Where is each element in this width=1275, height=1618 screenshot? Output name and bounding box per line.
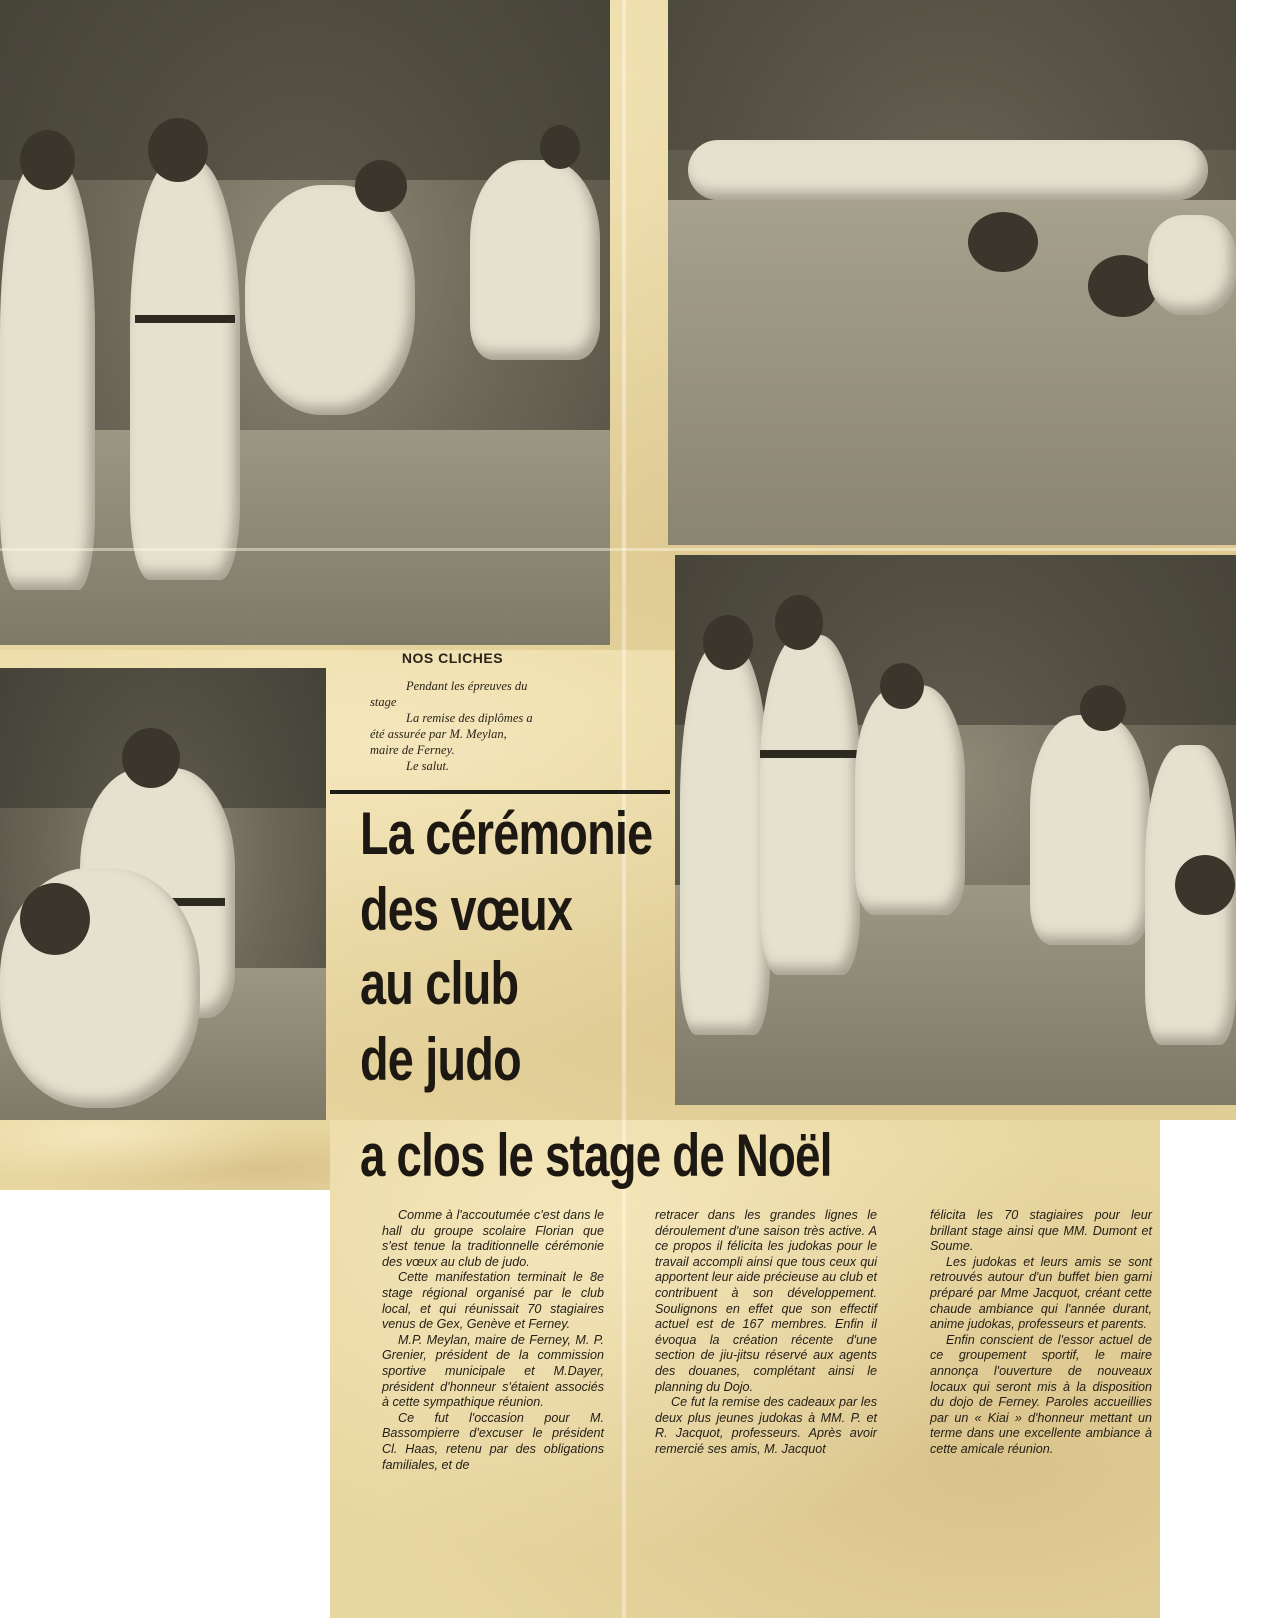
headline-line-5: a clos le stage de Noël — [360, 1122, 832, 1189]
photo-judokas-salute — [668, 0, 1236, 545]
caption-line: stage — [370, 695, 397, 709]
article-column-3 — [930, 1208, 1152, 1458]
article-paragraph: Cette manifestation terminait le 8e stage régional organisé par le club local, et qui réunissait 70 stagiaires venus de Gex, Genève et Ferney. — [382, 1270, 604, 1332]
article-paragraph: Enfin conscient de l'essor actuel de ce groupement sportif, le maire annonça l'ouverture de nouveaux locaux qui seront mis à la disposition du dojo de Ferney. Paroles accueillies par un « Kiai » d'honneur mettant un terme dans une excellente ambiance à cette amicale réunion. — [930, 1332, 1152, 1456]
article-paragraph: M.P. Meylan, maire de Ferney, M. P. Grenier, président de la commission sportive municipale et M.Dayer, président d'honneur s'étaient associés à cette sympathique réunion. — [382, 1332, 604, 1410]
clipping-paper-left-lower — [0, 1120, 330, 1190]
caption-title: NOS CLICHES — [401, 650, 504, 666]
caption-line: Pendant les épreuves du — [406, 679, 528, 693]
article-column-2 — [655, 1208, 877, 1458]
caption-line: maire de Ferney. — [370, 743, 455, 757]
article-paragraph: félicita les 70 stagiaires pour leur brillant stage ainsi que MM. Dumont et Soume. — [930, 1208, 1152, 1254]
headline-line-3: au club — [360, 950, 519, 1017]
article-paragraph: Comme à l'accoutumée c'est dans le hall du groupe scolaire Florian que s'est tenue la traditionnelle cérémonie des vœux au club de judo. — [382, 1208, 604, 1269]
caption-line: La remise des diplômes a — [406, 711, 533, 725]
article-paragraph: Ce fut l'occasion pour M. Bassompierre d'excuser le président Cl. Haas, retenu par des obligations familiales, et de — [382, 1410, 604, 1472]
headline-line-1: La cérémonie — [360, 800, 653, 867]
photo-captions — [340, 650, 635, 774]
photo-diploma-ceremony — [0, 668, 326, 1120]
article-column-1 — [382, 1208, 604, 1473]
photo-judokas-training — [675, 555, 1236, 1105]
caption-line: été assurée par M. Meylan, — [370, 727, 507, 741]
caption-line: Le salut. — [406, 759, 450, 773]
article-paragraph: Les judokas et leurs amis se sont retrouvés autour d'un buffet bien garni préparé par Mme Jacquot, créant cette chaude ambiance qui l'année durant, anime judokas, professeurs et parents. — [930, 1254, 1152, 1332]
article-paragraph: Ce fut la remise des cadeaux par les deux plus jeunes judokas à MM. P. et R. Jacquot, professeurs. Après avoir remercié ses amis, M. Jacquot — [655, 1395, 877, 1456]
headline-line-2: des vœux — [360, 876, 573, 943]
headline-top-rule — [330, 790, 670, 794]
headline-line-4: de judo — [360, 1026, 521, 1093]
fold-line-horizontal — [0, 548, 1236, 551]
article-paragraph: retracer dans les grandes lignes le déroulement d'une saison très active. A ce propos il félicita les judokas pour le travail accompli ainsi que tous ceux qui apportent leur aide précieuse au club et contribuent à son développement. Soulignons en effet que son effectif actuel est de 167 membres. Enfin il évoqua la création récente d'une section de jiu-jitsu réservé aux agents des douanes, complétant ainsi le planning du Dojo. — [655, 1208, 877, 1394]
